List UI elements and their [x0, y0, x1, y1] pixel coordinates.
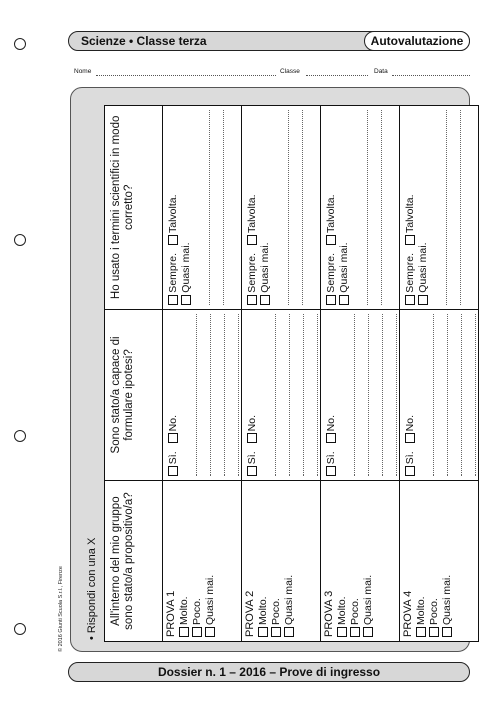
- checkbox[interactable]: [418, 295, 428, 305]
- option-label: Poco.: [349, 598, 361, 625]
- hypotheses-cell: [163, 309, 242, 481]
- prova-title: PROVA 2: [244, 590, 256, 637]
- checkbox[interactable]: [181, 295, 191, 305]
- option-label: Poco.: [428, 598, 440, 625]
- option: [428, 485, 441, 637]
- checkbox[interactable]: [247, 433, 257, 443]
- answer-line: [420, 314, 434, 477]
- prova-cell: [321, 481, 400, 642]
- answer-line: [262, 314, 276, 477]
- option: [167, 451, 179, 476]
- option-label: No.: [325, 415, 337, 432]
- option-label: Molto.: [415, 596, 427, 625]
- option: [404, 194, 416, 245]
- answer-line: [462, 314, 476, 477]
- prova-title: PROVA 4: [402, 590, 414, 637]
- answer-line: [383, 314, 397, 477]
- option: [336, 485, 349, 637]
- checkbox[interactable]: [326, 433, 336, 443]
- answer-line: [354, 110, 368, 305]
- instruction: • Rispondi con una X: [86, 537, 98, 640]
- answer-line: [275, 110, 289, 305]
- checkbox[interactable]: [168, 235, 178, 245]
- option: [441, 485, 454, 637]
- option-label: Molto.: [178, 596, 190, 625]
- option-label: Talvolta.: [246, 194, 258, 233]
- terminology-cell: [321, 106, 400, 310]
- option: [180, 110, 193, 305]
- option: [191, 485, 204, 637]
- classe-label: Classe: [280, 68, 300, 75]
- data-field[interactable]: [392, 75, 470, 76]
- option-label: No.: [404, 415, 416, 432]
- checkbox[interactable]: [416, 627, 426, 637]
- binder-hole: [14, 234, 26, 246]
- option: [325, 415, 337, 443]
- option: [404, 415, 416, 443]
- option: [178, 485, 191, 637]
- answer-line: [210, 110, 224, 305]
- option-label: Sì.: [167, 451, 179, 465]
- checkbox[interactable]: [429, 627, 439, 637]
- option: [246, 451, 258, 476]
- option: [167, 194, 179, 245]
- option-label: Sempre.: [246, 253, 258, 293]
- checkbox[interactable]: [405, 433, 415, 443]
- header-bar: [68, 31, 470, 51]
- checkbox[interactable]: [442, 627, 452, 637]
- answer-line: [290, 314, 304, 477]
- option-label: Sì.: [404, 451, 416, 465]
- checkbox[interactable]: [326, 235, 336, 245]
- prova-title: PROVA 3: [323, 590, 335, 637]
- answer-line: [448, 314, 462, 477]
- header-terminology: Ho usato i termini scientifici in modo corretto?: [105, 106, 163, 310]
- checkbox[interactable]: [405, 235, 415, 245]
- answer-line: [369, 314, 383, 477]
- option-label: Poco.: [270, 598, 282, 625]
- section-tag: Autovalutazione: [364, 31, 470, 51]
- option-label: Quasi mai.: [362, 574, 374, 625]
- data-label: Data: [374, 68, 388, 75]
- checkbox[interactable]: [284, 627, 294, 637]
- header-participation: All'interno del mio gruppo sono stato/a propositivo/a?: [105, 481, 163, 642]
- option: [204, 485, 217, 637]
- classe-field[interactable]: [306, 75, 368, 76]
- option: [338, 110, 351, 305]
- answer-line: [447, 110, 461, 305]
- checkbox[interactable]: [405, 295, 415, 305]
- checkbox[interactable]: [258, 627, 268, 637]
- answer-line: [225, 314, 239, 477]
- option: [349, 485, 362, 637]
- student-fields: [74, 65, 470, 79]
- checkbox[interactable]: [179, 627, 189, 637]
- checkbox[interactable]: [363, 627, 373, 637]
- table-row: [321, 106, 400, 642]
- answer-line: [434, 314, 448, 477]
- option-label: Quasi mai.: [180, 242, 192, 293]
- option-label: No.: [246, 415, 258, 432]
- answer-line: [289, 110, 303, 305]
- answer-line: [368, 110, 382, 305]
- checkbox[interactable]: [337, 627, 347, 637]
- checkbox[interactable]: [260, 295, 270, 305]
- option: [325, 194, 337, 245]
- copyright: © 2016 Giunti Scuola S.r.l., Firenze: [58, 566, 64, 652]
- answer-line: [355, 314, 369, 477]
- answer-line: [211, 314, 225, 477]
- checkbox[interactable]: [168, 295, 178, 305]
- option: [270, 485, 283, 637]
- checkbox[interactable]: [247, 235, 257, 245]
- answer-line: [197, 314, 211, 477]
- option-label: Poco.: [191, 598, 203, 625]
- checkbox[interactable]: [271, 627, 281, 637]
- option: [257, 485, 270, 637]
- binder-hole: [14, 430, 26, 442]
- header-hypotheses: Sono stato/a capace di formulare ipotesi?: [105, 309, 163, 481]
- table-row: [242, 106, 321, 642]
- option-label: Sempre.: [404, 253, 416, 293]
- self-assessment-table: [104, 105, 462, 642]
- subject-title: Scienze • Classe terza: [81, 34, 207, 48]
- checkbox[interactable]: [405, 466, 415, 476]
- answer-line: [304, 314, 318, 477]
- option-label: Molto.: [336, 596, 348, 625]
- answer-line: [183, 314, 197, 477]
- option: [259, 110, 272, 305]
- option-label: Sì.: [325, 451, 337, 465]
- option-label: Molto.: [257, 596, 269, 625]
- answer-line: [433, 110, 447, 305]
- option: [246, 415, 258, 443]
- option: [325, 451, 337, 476]
- option-label: Quasi mai.: [204, 574, 216, 625]
- checkbox[interactable]: [192, 627, 202, 637]
- answer-line: [341, 314, 355, 477]
- option-label: Sempre.: [325, 253, 337, 293]
- terminology-cell: [242, 106, 321, 310]
- checkbox[interactable]: [326, 466, 336, 476]
- binder-hole: [14, 623, 26, 635]
- option-label: Quasi mai.: [417, 242, 429, 293]
- option: [246, 253, 258, 305]
- option-label: Talvolta.: [404, 194, 416, 233]
- option-label: Sempre.: [167, 253, 179, 293]
- prova-cell: [400, 481, 479, 642]
- option: [283, 485, 296, 637]
- option-label: Quasi mai.: [283, 574, 295, 625]
- option: [167, 253, 179, 305]
- option-label: Talvolta.: [325, 194, 337, 233]
- checkbox[interactable]: [205, 627, 215, 637]
- option: [415, 485, 428, 637]
- terminology-cell: [400, 106, 479, 310]
- option: [404, 451, 416, 476]
- table-row: [163, 106, 242, 642]
- table-row: [400, 106, 479, 642]
- prova-title: PROVA 1: [165, 590, 177, 637]
- nome-field[interactable]: [96, 75, 276, 76]
- option-label: Quasi mai.: [259, 242, 271, 293]
- answer-line: [196, 110, 210, 305]
- option: [404, 253, 416, 305]
- option: [167, 415, 179, 443]
- option-label: Sì.: [246, 451, 258, 465]
- option-label: Talvolta.: [167, 194, 179, 233]
- terminology-cell: [163, 106, 242, 310]
- prova-cell: [163, 481, 242, 642]
- nome-label: Nome: [74, 68, 92, 75]
- hypotheses-cell: [242, 309, 321, 481]
- option-label: Quasi mai.: [441, 574, 453, 625]
- option: [325, 253, 337, 305]
- checkbox[interactable]: [247, 295, 257, 305]
- option: [246, 194, 258, 245]
- binder-hole: [14, 38, 26, 50]
- answer-line: [276, 314, 290, 477]
- hypotheses-cell: [321, 309, 400, 481]
- footer: Dossier n. 1 – 2016 – Prove di ingresso: [68, 662, 470, 682]
- checkbox[interactable]: [339, 295, 349, 305]
- checkbox[interactable]: [350, 627, 360, 637]
- checkbox[interactable]: [168, 466, 178, 476]
- option-label: No.: [167, 415, 179, 432]
- prova-cell: [242, 481, 321, 642]
- option-label: Quasi mai.: [338, 242, 350, 293]
- option: [417, 110, 430, 305]
- checkbox[interactable]: [168, 433, 178, 443]
- option: [362, 485, 375, 637]
- hypotheses-cell: [400, 309, 479, 481]
- checkbox[interactable]: [247, 466, 257, 476]
- checkbox[interactable]: [326, 295, 336, 305]
